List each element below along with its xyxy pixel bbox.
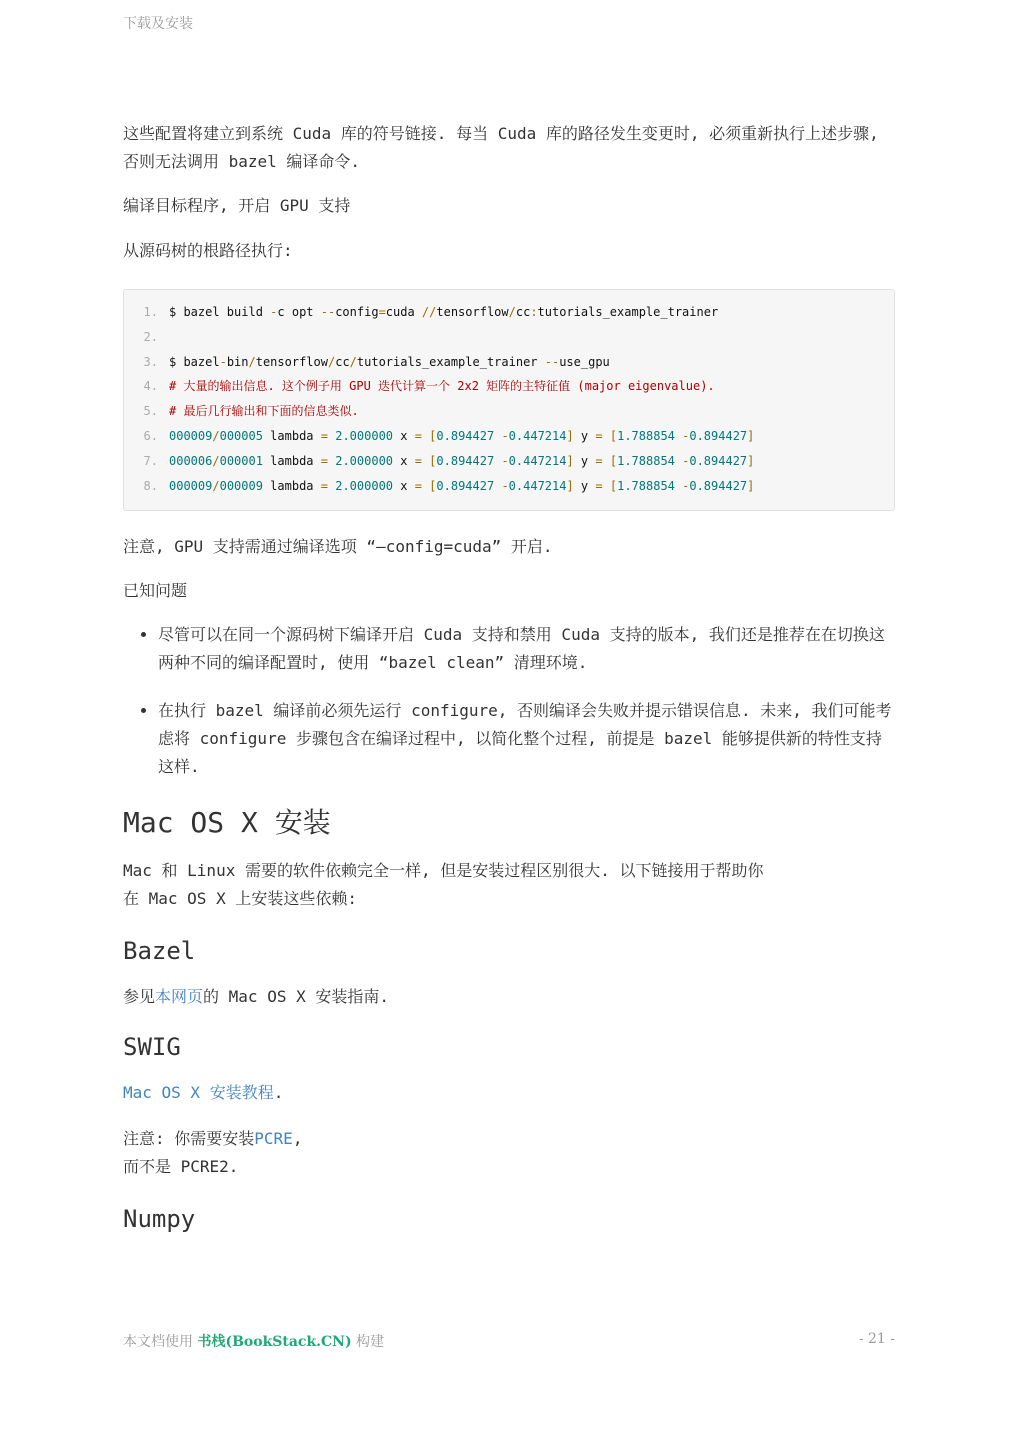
footer-prefix: 本文档使用 [123,1334,198,1350]
pcre-note-line2: 而不是 PCRE2. [123,1157,239,1177]
section-title-mac: Mac OS X 安装 [123,806,331,840]
footer-suffix: 构建 [351,1334,385,1350]
main-content [123,120,895,1251]
paragraph-bazel [123,983,895,1011]
code-line [124,474,894,499]
code-line [124,350,894,375]
code-line-number: 2. [143,329,158,344]
bazel-suffix: 的 Mac OS X 安装指南. [203,987,389,1007]
code-line [124,300,894,325]
pcre-note-prefix: 注意: 你需要安装 [123,1129,255,1149]
paragraph-compile-gpu: 编译目标程序, 开启 GPU 支持 [123,196,351,215]
paragraph-run-from-root: 从源码树的根路径执行: [123,241,293,260]
paragraph-pcre-note [123,1125,895,1181]
page-footer [123,1331,895,1351]
code-line-number: 8. [143,478,158,493]
code-line [124,449,894,474]
running-header: 下载及安装 [123,16,193,32]
footer-brand-link[interactable]: 书栈(BookStack.CN) [197,1334,352,1350]
code-text: # 大量的输出信息. 这个例子用 GPU 迭代计算一个 2x2 矩阵的主特征值 (major eigenvalue). [169,379,715,394]
code-text: $ bazel build -c opt --config=cuda //tensorflow/cc:tutorials_example_trainer [169,305,719,319]
code-line [124,424,894,449]
code-line-number: 3. [143,354,158,369]
code-line [124,399,894,424]
code-line [124,325,894,350]
code-text: $ bazel-bin/tensorflow/cc/tutorials_example_trainer --use_gpu [169,354,610,369]
swig-dot: . [273,1083,284,1103]
code-text: 000006/000001 lambda = 2.000000 x = [0.894427 -0.447214] y = [1.788854 -0.894427] [169,453,755,468]
code-line [124,374,894,399]
section-title-bazel: Bazel [123,937,196,966]
code-line-number: 5. [143,404,158,419]
list-item: • 尽管可以在同一个源码树下编译开启 Cuda 支持和禁用 Cuda 支持的版本, 我们还是推荐在在切换这两种不同的编译配置时, 使用 “bazel clean” 清理环境. [158,621,895,677]
code-line-number: 1. [143,305,158,319]
paragraph-cuda-symlinks: 这些配置将建立到系统 Cuda 库的符号链接. 每当 Cuda 库的路径发生变更时, 必须重新执行上述步骤, 否则无法调用 bazel 编译命令. [123,124,879,171]
code-text: # 最后几行输出和下面的信息类似. [169,404,359,419]
code-block[interactable] [123,289,895,511]
note-gpu-config: 注意, GPU 支持需通过编译选项 “—config=cuda” 开启. [123,537,553,557]
known-issues-list [123,621,895,781]
mac-deps-line1: Mac 和 Linux 需要的软件依赖完全一样, 但是安装过程区别很大. 以下链接用于帮助你 [123,861,764,881]
code-line-number: 6. [143,428,158,443]
mac-deps-line2: 在 Mac OS X 上安装这些依赖: [123,889,357,909]
code-line-number: 7. [143,453,158,468]
section-title-numpy: Numpy [123,1205,196,1234]
paragraph-mac-deps [123,857,895,913]
list-item: • 在执行 bazel 编译前必须先运行 configure, 否则编译会失败并提示错误信息. 未来, 我们可能考虑将 configure 步骤包含在编译过程中, 以简化整个过程, 前提是 bazel 能够提供新的特性支持这样. [158,697,895,781]
page-number: - 21 - [858,1331,895,1347]
known-issues-heading: 已知问题 [123,581,188,601]
pcre-link[interactable]: PCRE [254,1129,293,1149]
code-line-number: 4. [143,379,158,394]
bazel-prefix: 参见 [123,987,156,1007]
code-text: 000009/000005 lambda = 2.000000 x = [0.894427 -0.447214] y = [1.788854 -0.894427] [169,428,755,443]
bazel-guide-link[interactable]: 本网页 [155,987,204,1007]
paragraph-swig [123,1079,895,1107]
swig-tutorial-link[interactable]: Mac OS X 安装教程 [123,1083,274,1103]
pcre-note-comma: , [292,1129,303,1149]
section-title-swig: SWIG [123,1033,181,1062]
code-text: 000009/000009 lambda = 2.000000 x = [0.894427 -0.447214] y = [1.788854 -0.894427] [169,478,755,493]
